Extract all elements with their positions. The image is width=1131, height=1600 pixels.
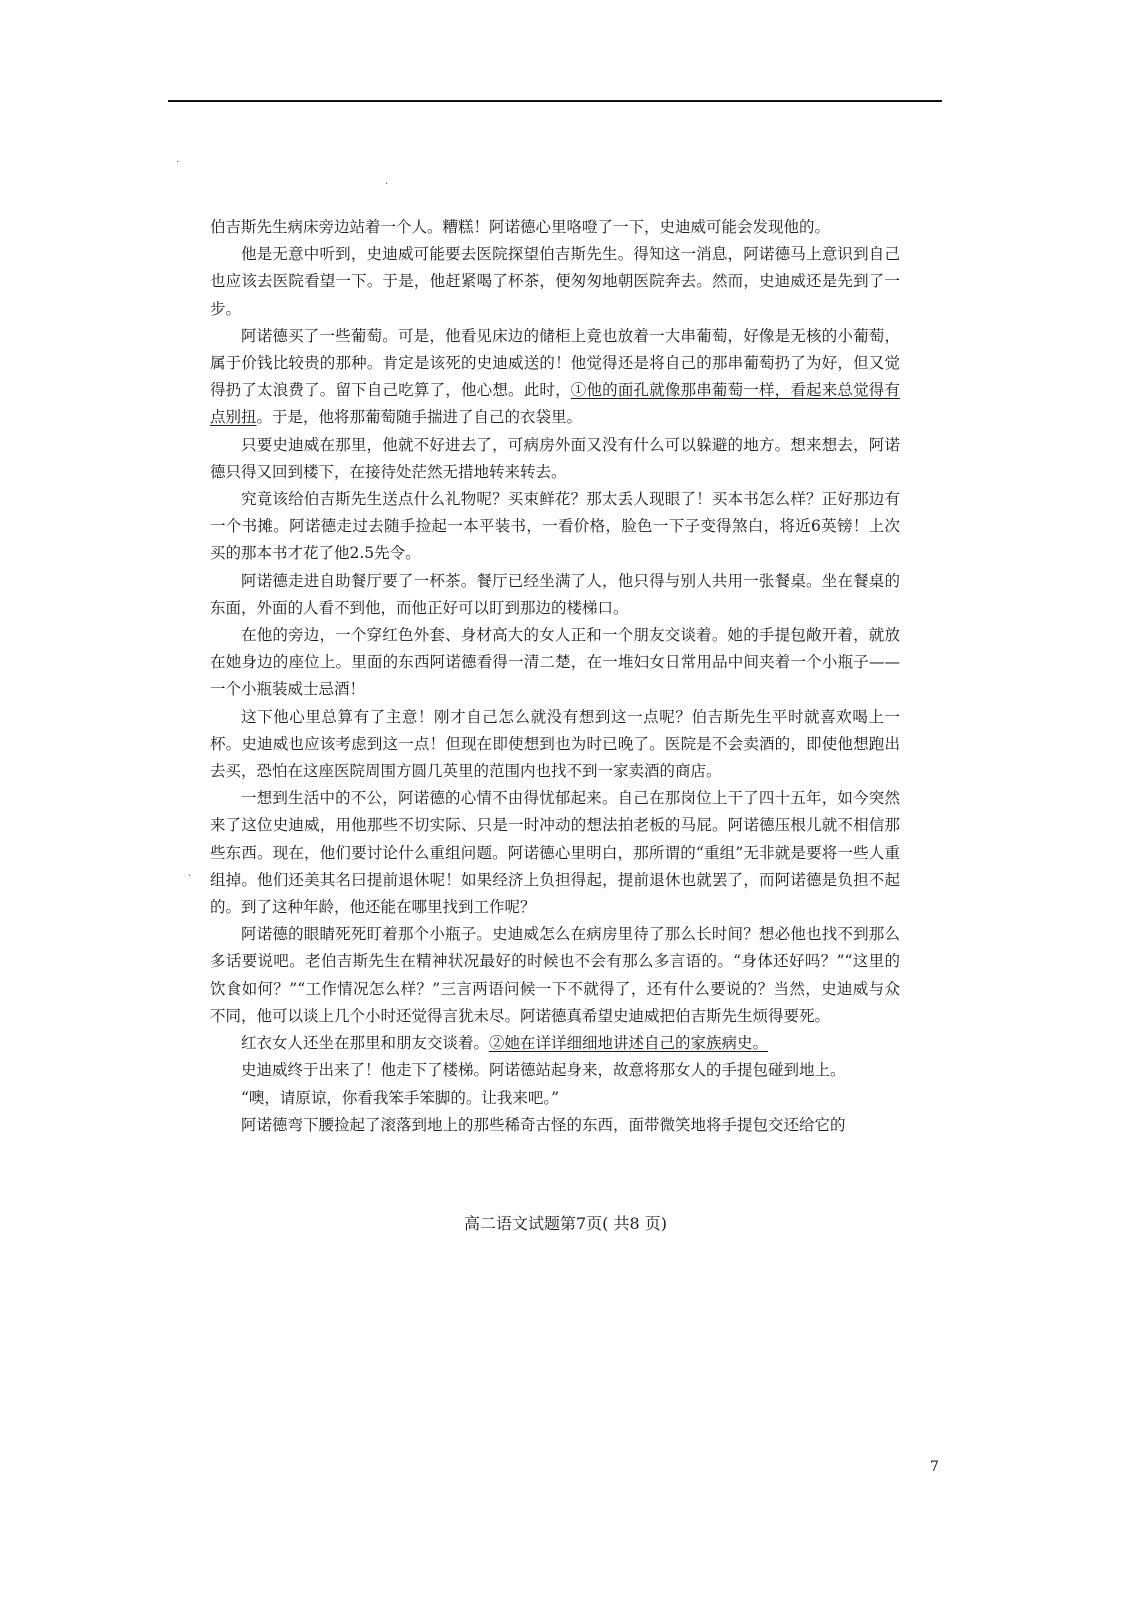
paragraph-text: “噢，请原谅，你看我笨手笨脚的。让我来吧。” [241, 1088, 560, 1107]
paragraph [210, 323, 900, 432]
scan-speck: · [176, 157, 180, 168]
paragraph [210, 214, 900, 241]
underlined-sentence: ②她在详详细细地讲述自己的家族病史。 [489, 1034, 769, 1053]
paragraph [210, 1112, 900, 1139]
paragraph-text: 究竟该给伯吉斯先生送点什么礼物呢？买束鲜花？那太丢人现眼了！买本书怎么样？正好那边有一个书摊。阿诺德走过去随手捡起一本平装书，一看价格，脸色一下子变得煞白，将近6英镑！上次买的那本书才花了他2.5先令。 [210, 490, 900, 563]
paragraph-text: 一想到生活中的不公，阿诺德的心情不由得忧郁起来。自己在那岗位上干了四十五年，如今突然来了这位史迪威，用他那些不切实际、只是一时冲动的想法拍老板的马屁。阿诺德压根儿就不相信那些东西。现在，他们要讨论什么重组问题。阿诺德心里明白，那所谓的“重组”无非就是要将一些人重组掉。他们还美其名曰提前退休呢！如果经济上负担得起，提前退休也就罢了，而阿诺德是负担不起的。到了这种年龄，他还能在哪里找到工作呢？ [210, 789, 900, 917]
paragraph [210, 486, 900, 568]
paragraph-text: 这下他心里总算有了主意！刚才自己怎么就没有想到这一点呢？伯吉斯先生平时就喜欢喝上一杯。史迪威也应该考虑到这一点！但现在即使想到也为时已晚了。医院是不会卖酒的，即使他想跑出去买，恐怕在这座医院周围方圆几英里的范围内也找不到一家卖酒的商店。 [210, 707, 900, 781]
page-footer [0, 1213, 1131, 1235]
paragraph [210, 622, 900, 704]
paragraph-text: 伯吉斯先生病床旁边站着一个人。糟糕！阿诺德心里咯噔了一下，史迪威可能会发现他的。 [210, 218, 831, 236]
paragraph-text: 只要史迪威在那里，他就不好进去了，可病房外面又没有什么可以躲避的地方。想来想去，阿诺德只得又回到楼下，在接待处茫然无措地转来转去。 [210, 435, 900, 481]
paragraph [210, 1085, 900, 1112]
paragraph [210, 921, 900, 1030]
scan-speck: · [188, 871, 192, 882]
paragraph [210, 785, 900, 921]
paragraph-text: 。于是，他将那葡萄随手揣进了自己的衣袋里。 [256, 408, 583, 427]
page-number: 7 [930, 1459, 939, 1475]
paragraph-text: 在他的旁边，一个穿红色外套、身材高大的女人正和一个朋友交谈着。她的手提包敞开着，就放在她身边的座位上。里面的东西阿诺德看得一清二楚，在一堆妇女日常用品中间夹着一个小瓶子——一个小瓶装威士忌酒！ [210, 626, 900, 699]
paragraph-text: 阿诺德走进自助餐厅要了一杯茶。餐厅已经坐满了人，他只得与别人共用一张餐桌。坐在餐桌的东面，外面的人看不到他，而他正好可以盯到那边的楼梯口。 [210, 571, 900, 617]
article-body [210, 214, 900, 1139]
paragraph [210, 1057, 900, 1084]
paragraph [210, 432, 900, 486]
paragraph-text: 阿诺德买了一些葡萄。可是，他看见床边的储柜上竟也放着一大串葡萄，好像是无核的小葡萄，属于价钱比较贵的那种。肯定是该死的史迪威送的！他觉得还是将自己的那串葡萄扔了为好，但又觉得扔了太浪费了。留下自己吃算了，他心想。此时， [210, 326, 900, 400]
paragraph [210, 241, 900, 323]
scan-speck: · [385, 179, 389, 190]
paragraph-text: 他是无意中听到，史迪威可能要去医院探望伯吉斯先生。得知这一消息，阿诺德马上意识到自己也应该去医院看望一下。于是，他赶紧喝了杯茶，便匆匆地朝医院奔去。然而，史迪威还是先到了一步。 [210, 245, 900, 318]
underlined-sentence: ①他的面孔就像那串葡萄一样，看起来总觉得有点别扭 [210, 381, 900, 427]
paragraph-text: 红衣女人还坐在那里和朋友交谈着。 [241, 1034, 490, 1053]
paragraph [210, 568, 900, 622]
paragraph-text: 史迪威终于出来了！他走下了楼梯。阿诺德站起身来，故意将那女人的手提包碰到地上。 [241, 1061, 846, 1080]
top-rule [168, 100, 942, 102]
paragraph [210, 1030, 900, 1057]
paragraph [210, 704, 900, 786]
paragraph-text: 阿诺德弯下腰捡起了滚落到地上的那些稀奇古怪的东西，面带微笑地将手提包交还给它的 [241, 1115, 846, 1134]
footer-label: 高二语文试题第7页( 共8 页) [463, 1214, 668, 1233]
paragraph-text: 阿诺德的眼睛死死盯着那个小瓶子。史迪威怎么在病房里待了那么长时间？想必他也找不到那么多话要说吧。老伯吉斯先生在精神状况最好的时候也不会有那么多言语的。“身体还好吗？”“这里的饮食如何？”“工作情况怎么样？”三言两语问候一下不就得了，还有什么要说的？当然，史迪威与众不同，他可以谈上几个小时还觉得言犹未尽。阿诺德真希望史迪威把伯吉斯先生烦得要死。 [210, 925, 900, 1025]
